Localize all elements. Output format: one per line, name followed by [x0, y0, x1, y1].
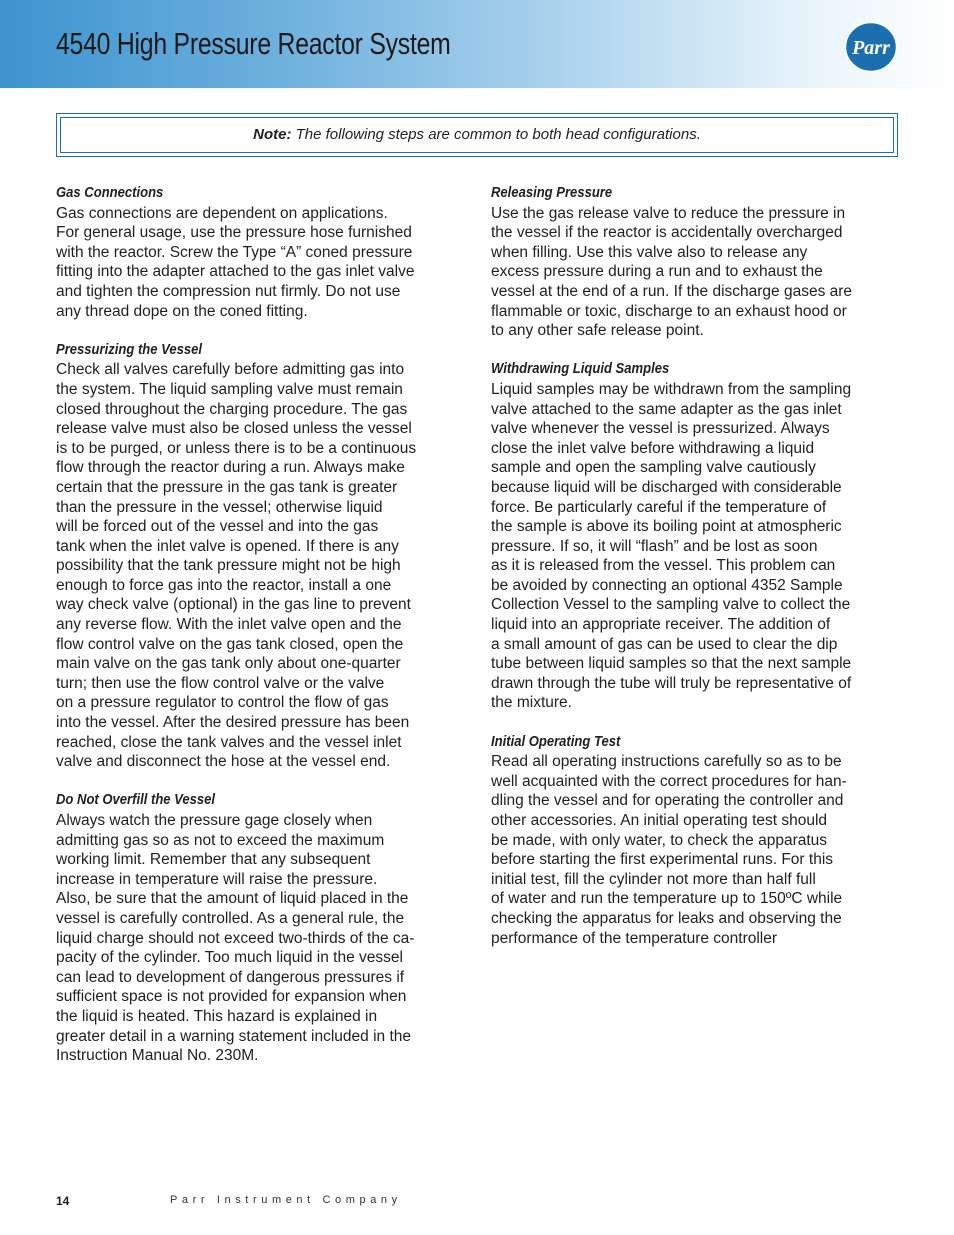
body-line: tank when the inlet valve is opened. If there is any	[56, 537, 399, 555]
body-line: certain that the pressure in the gas tank is greater	[56, 478, 398, 496]
body-line: valve attached to the same adapter as the gas inlet	[491, 400, 842, 418]
body-line: turn; then use the flow control valve or the valve	[56, 674, 385, 692]
body-line: performance of the temperature controller	[491, 929, 778, 947]
body-line: pacity of the cylinder. Too much liquid in the vessel	[56, 949, 403, 967]
body-line: because liquid will be discharged with considerable	[491, 478, 842, 496]
body-line: on a pressure regulator to control the flow of gas	[56, 694, 389, 712]
logo-text: Parr	[852, 37, 890, 59]
body-line: Also, be sure that the amount of liquid placed in the	[56, 890, 409, 908]
body-line: be avoided by connecting an optional 4352 Sample	[491, 576, 843, 594]
section	[56, 791, 476, 1065]
body-line: any reverse flow. With the inlet valve open and the	[56, 616, 402, 634]
section-heading: Gas Connections	[56, 185, 164, 201]
body-line: will be forced out of the vessel and into the gas	[56, 518, 379, 536]
body-line: flow control valve on the gas tank closed, open the	[56, 635, 404, 653]
body-line: as it is released from the vessel. This problem can	[491, 557, 836, 575]
body-line: admitting gas so as not to exceed the maximum	[56, 831, 385, 849]
body-line: increase in temperature will raise the pressure.	[56, 870, 378, 888]
body-line: the liquid is heated. This hazard is explained in	[56, 1007, 378, 1025]
body-line: sufficient space is not provided for expansion when	[56, 988, 407, 1006]
body-line: Gas connections are dependent on applications.	[56, 204, 388, 222]
body-line: tube between liquid samples so that the next sample	[491, 655, 852, 673]
body-line: pressure. If so, it will “flash” and be lost as soon	[491, 537, 818, 555]
body-line: the mixture.	[491, 694, 572, 712]
body-line: drawn through the tube will truly be representative of	[491, 674, 852, 692]
body-line: valve whenever the vessel is pressurized. Always	[491, 420, 830, 438]
body-line: vessel at the end of a run. If the discharge gases are	[491, 282, 853, 300]
body-line: For general usage, use the pressure hose furnished	[56, 224, 412, 242]
body-line: to any other safe release point.	[491, 322, 704, 340]
body-line: closed throughout the charging procedure. The gas	[56, 400, 408, 418]
body-line: the sample is above its boiling point at atmospheric	[491, 518, 842, 536]
body-line: valve and disconnect the hose at the vessel end.	[56, 753, 391, 771]
right-column	[491, 183, 911, 968]
body-line: the system. The liquid sampling valve must remain	[56, 380, 403, 398]
body-line: possibility that the tank pressure might not be high	[56, 557, 401, 575]
body-line: Read all operating instructions carefully so as to be	[491, 753, 842, 771]
left-column	[56, 183, 476, 1085]
body-line: Use the gas release valve to reduce the pressure in	[491, 204, 846, 222]
body-line: working limit. Remember that any subsequent	[56, 851, 371, 869]
parr-logo-icon	[844, 21, 898, 73]
body-line: Instruction Manual No. 230M.	[56, 1047, 259, 1065]
body-line: sample and open the sampling valve cautiously	[491, 459, 816, 477]
body-line: Collection Vessel to the sampling valve to collect the	[491, 596, 851, 614]
body-line: a small amount of gas can be used to clear the dip	[491, 635, 838, 653]
body-line: the vessel if the reactor is accidentally overcharged	[491, 224, 843, 242]
section-heading: Do Not Overfill the Vessel	[56, 792, 216, 809]
section	[491, 360, 911, 713]
body-line: checking the apparatus for leaks and observing the	[491, 909, 842, 927]
page-title: 4540 High Pressure Reactor System	[56, 26, 451, 61]
body-line: before starting the first experimental runs. For this	[491, 851, 834, 869]
body-line: can lead to development of dangerous pressures if	[56, 968, 405, 986]
footer-company: Parr Instrument Company	[170, 1194, 402, 1206]
body-line: dling the vessel and for operating the controller and	[491, 792, 844, 810]
section-heading: Pressurizing the Vessel	[56, 341, 203, 358]
body-line: other accessories. An initial operating test should	[491, 812, 828, 829]
body-line: Check all valves carefully before admitting gas into	[56, 361, 405, 379]
body-line: when filling. Use this valve also to release any	[491, 243, 808, 261]
body-line: into the vessel. After the desired pressure has been	[56, 714, 410, 732]
note-body: The following steps are common to both head configurations.	[295, 126, 701, 143]
section	[491, 184, 911, 341]
body-line: close the inlet valve before withdrawing a liquid	[491, 439, 815, 457]
body-line: is to be purged, or unless there is to be a continuous	[56, 439, 417, 457]
body-line: reached, close the tank valves and the vessel inlet	[56, 733, 402, 751]
body-line: vessel is carefully controlled. As a general rule, the	[56, 909, 405, 927]
body-line: Always watch the pressure gage closely when	[56, 812, 373, 829]
body-line: greater detail in a warning statement included in the	[56, 1027, 411, 1045]
note-text	[0, 126, 954, 143]
section	[56, 184, 476, 321]
body-line: release valve must also be closed unless the vessel	[56, 420, 412, 438]
section-heading: Releasing Pressure	[491, 185, 613, 201]
body-line: enough to force gas into the reactor, install a one	[56, 576, 392, 594]
page-number: 14	[56, 1194, 70, 1208]
body-line: flammable or toxic, discharge to an exhaust hood or	[491, 302, 847, 320]
body-line: than the pressure in the vessel; otherwise liquid	[56, 498, 383, 516]
body-line: be made, with only water, to check the apparatus	[491, 831, 828, 849]
body-line: any thread dope on the coned fitting.	[56, 302, 308, 320]
body-line: way check valve (optional) in the gas line to prevent	[56, 596, 411, 614]
body-line: liquid charge should not exceed two-thirds of the ca-	[56, 929, 415, 947]
body-line: main valve on the gas tank only about one-quarter	[56, 655, 401, 673]
body-line: flow through the reactor during a run. Always make	[56, 459, 405, 477]
note-label: Note:	[253, 126, 292, 143]
body-line: force. Be particularly careful if the temperature of	[491, 498, 827, 516]
section-heading: Initial Operating Test	[491, 733, 621, 750]
section	[491, 733, 911, 949]
body-line: and tighten the compression nut firmly. Do not use	[56, 282, 401, 300]
body-line: well acquainted with the correct procedures for han-	[491, 772, 847, 790]
body-line: initial test, fill the cylinder not more than half full	[491, 870, 816, 888]
body-line: liquid into an appropriate receiver. The addition of	[491, 616, 831, 634]
section-heading: Withdrawing Liquid Samples	[491, 361, 670, 378]
body-line: Liquid samples may be withdrawn from the sampling	[491, 380, 852, 398]
section	[56, 341, 476, 772]
body-line: with the reactor. Screw the Type “A” coned pressure	[56, 243, 413, 261]
body-line: of water and run the temperature up to 150ºC while	[491, 890, 843, 908]
body-line: fitting into the adapter attached to the gas inlet valve	[56, 263, 415, 281]
body-line: excess pressure during a run and to exhaust the	[491, 263, 823, 281]
